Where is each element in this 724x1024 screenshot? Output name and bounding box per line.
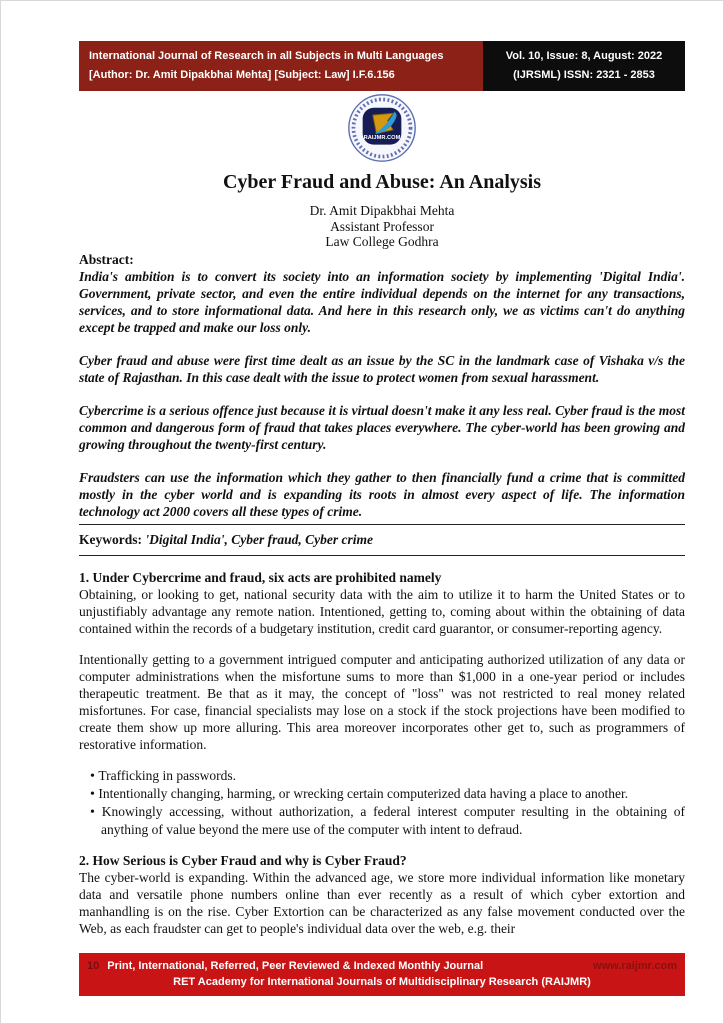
keywords-label: Keywords: xyxy=(79,532,142,547)
page-header xyxy=(79,41,685,91)
footer-journal-type: Print, International, Referred, Peer Reviewed & Indexed Monthly Journal xyxy=(107,960,484,972)
page-number: 10 xyxy=(87,960,100,972)
header-author-subject: [Author: Dr. Amit Dipakbhai Mehta] [Subject: Law] I.F.6.156 xyxy=(89,69,395,82)
header-volume-issue: Vol. 10, Issue: 8, August: 2022 xyxy=(505,50,663,62)
logo-site-text: RAIJMR.COM xyxy=(363,135,401,142)
journal-logo xyxy=(79,93,685,163)
footer-website-link[interactable]: www.raijmr.com xyxy=(593,960,677,972)
paper-body xyxy=(79,251,685,951)
list-item: • Knowingly accessing, without authorization, a federal interest computer resulting in the obtaining of anything of value beyond the mere use of the computer with intent to defraud. xyxy=(87,803,685,838)
author-role: Assistant Professor xyxy=(330,218,434,234)
list-item: • Intentionally changing, harming, or wrecking certain computerized data having a place to another. xyxy=(87,785,685,803)
author-affiliation: Law College Godhra xyxy=(325,234,439,249)
page-footer xyxy=(79,953,685,996)
footer-line1 xyxy=(87,958,677,974)
section-paragraph: Intentionally getting to a government intrigued computer and anticipating authorized utilization of any data or computer administrations when the misfortune sums to more than $1,000 in a one-year period or includes therapeutic treatment. Be that as it may, the concept of "loss" was not restricted to real money related misfortunes. For case, financial specialists may lose on a stock if the stock projections have been modified to create them show up more alluring. This area moreover incorporates other get to, such as programmers of restorative information. xyxy=(79,652,685,752)
section-paragraph: Obtaining, or looking to get, national security data with the aim to utilize it to harm the United States or to unjustifiably advantage any remote nation. Intentioned, getting to, coming about within the obtaining of data contained within the records of a budgetary institution, credit card guarantor, or consumer-reporting agency. xyxy=(79,587,685,636)
keywords-text: 'Digital India', Cyber fraud, Cyber crime xyxy=(145,532,373,547)
keywords-divider-bottom xyxy=(79,555,685,556)
header-issue-block xyxy=(483,41,685,91)
prohibited-acts-list xyxy=(79,767,685,838)
keywords-row xyxy=(79,525,685,555)
footer-academy-line: RET Academy for International Journals of Multidisciplinary Research (RAIJMR) xyxy=(173,976,591,988)
raijmr-logo-icon xyxy=(346,93,418,163)
abstract-paragraph: India's ambition is to convert its society into an information society by implementing 'Digital India'. Government, private sector, and even the entire individual depends on the internet for any transactions, services, and to store informational data. And here in this research only, we as victims can't do anything except be trapped and make our loss only. xyxy=(79,269,685,335)
section-heading: 2. How Serious is Cyber Fraud and why is Cyber Fraud? xyxy=(79,853,407,868)
header-journal-block xyxy=(79,41,483,91)
author-name: Dr. Amit Dipakbhai Mehta xyxy=(309,203,455,218)
header-journal-name: International Journal of Research in all Subjects in Multi Languages xyxy=(89,50,444,62)
section-paragraph: The cyber-world is expanding. Within the advanced age, we store more individual information like monetary data and versatile phone numbers online than ever recently as a result of which cyber extortion and manhandling is on the rise. Cyber Extortion can be characterized as any false movement conducted over the Web, as each fraudster can get to people's individual data over the web, e.g. their xyxy=(79,870,685,936)
paper-title: Cyber Fraud and Abuse: An Analysis xyxy=(222,171,542,193)
header-issn: (IJRSML) ISSN: 2321 - 2853 xyxy=(513,69,655,82)
abstract-label: Abstract: xyxy=(79,252,134,267)
abstract-paragraph: Fraudsters can use the information which they gather to then financially fund a crime that is committed mostly in the cyber world and is expanding its roots in almost every aspect of life. The information technology act 2000 covers all these types of crime. xyxy=(79,470,685,519)
author-block xyxy=(79,203,685,250)
abstract-paragraph: Cyber fraud and abuse were first time dealt as an issue by the SC in the landmark case of Vishaka v/s the state of Rajasthan. In this case dealt with the issue to protect women from sexual harassment. xyxy=(79,353,685,385)
section-heading: 1. Under Cybercrime and fraud, six acts are prohibited namely xyxy=(79,570,442,585)
list-item: • Trafficking in passwords. xyxy=(87,767,685,785)
abstract-paragraph: Cybercrime is a serious offence just because it is virtual doesn't make it any less real. Cyber fraud is the most common and dangerous form of fraud that takes places everywhere. The cyber-world has been growing and growing throughout the twenty-first century. xyxy=(79,403,685,452)
